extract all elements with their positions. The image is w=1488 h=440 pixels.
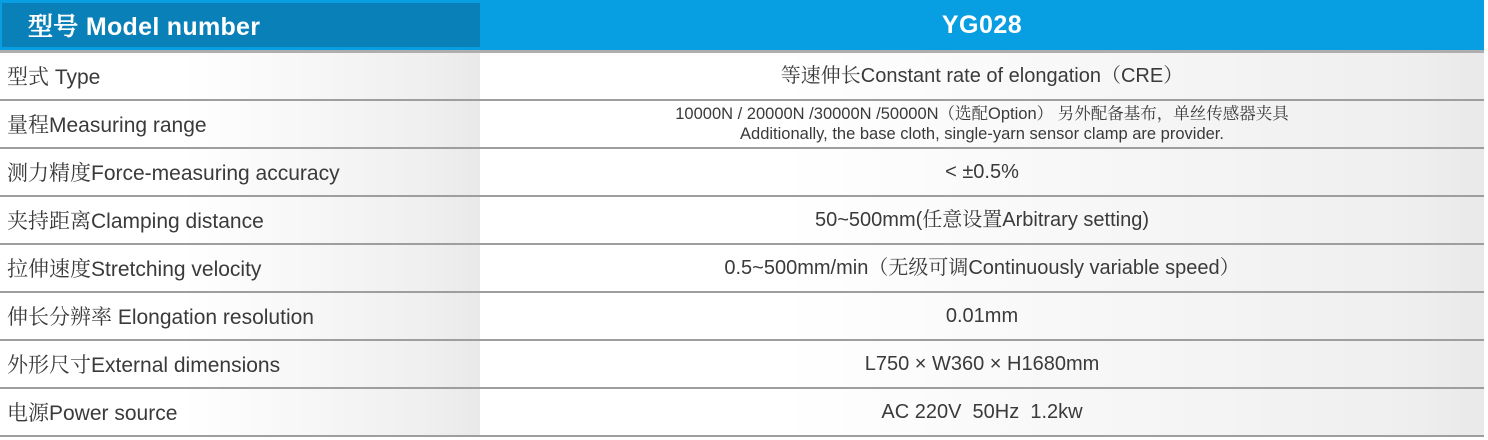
header-model-label-cell [2,3,480,47]
spec-value [480,53,1484,99]
spec-row-force-accuracy [0,149,1484,197]
spec-value [480,341,1484,387]
spec-value-line: Additionally, the base cloth, single-yarn sensor clamp are provider. [740,125,1224,143]
spec-value [480,389,1484,435]
spec-label: 量程Measuring range [0,101,480,147]
spec-label: 电源Power source [0,389,480,435]
spec-value-line: 50~500mm(任意设置Arbitrary setting) [815,208,1149,231]
spec-value-line: 等速伸长Constant rate of elongation（CRE） [780,64,1184,87]
model-number-value: YG028 [941,10,1023,39]
spec-value-line: 10000N / 20000N /30000N /50000N（选配Option） 另外配备基布，单丝传感器夹具 [675,104,1289,123]
spec-value [480,293,1484,339]
spec-row-power-source [0,389,1484,437]
spec-value-line: L750 × W360 × H1680mm [864,352,1100,375]
spec-row-external-dimensions [0,341,1484,389]
table-header-row [0,0,1484,50]
spec-value [480,197,1484,243]
spec-value-line: 0.5~500mm/min（无级可调Continuously variable speed） [724,256,1240,279]
spec-label: 夹持距离Clamping distance [0,197,480,243]
spec-row-clamping-distance [0,197,1484,245]
spec-value-line: 0.01mm [945,304,1019,327]
spec-label: 外形尺寸External dimensions [0,341,480,387]
spec-value-line: AC 220V 50Hz 1.2kw [881,400,1083,423]
spec-label: 测力精度Force-measuring accuracy [0,149,480,195]
spec-value-line: < ±0.5% [945,160,1019,183]
spec-row-stretching-velocity [0,245,1484,293]
spec-row-type [0,53,1484,101]
spec-row-measuring-range [0,101,1484,149]
spec-row-elongation-resolution [0,293,1484,341]
spec-value [480,149,1484,195]
spec-label: 型式 Type [0,53,480,99]
spec-label: 伸长分辨率 Elongation resolution [0,293,480,339]
header-model-value-cell [480,0,1484,50]
spec-value [480,245,1484,291]
model-number-label: 型号 Model number [28,13,261,41]
spec-label: 拉伸速度Stretching velocity [0,245,480,291]
spec-value [480,101,1484,147]
